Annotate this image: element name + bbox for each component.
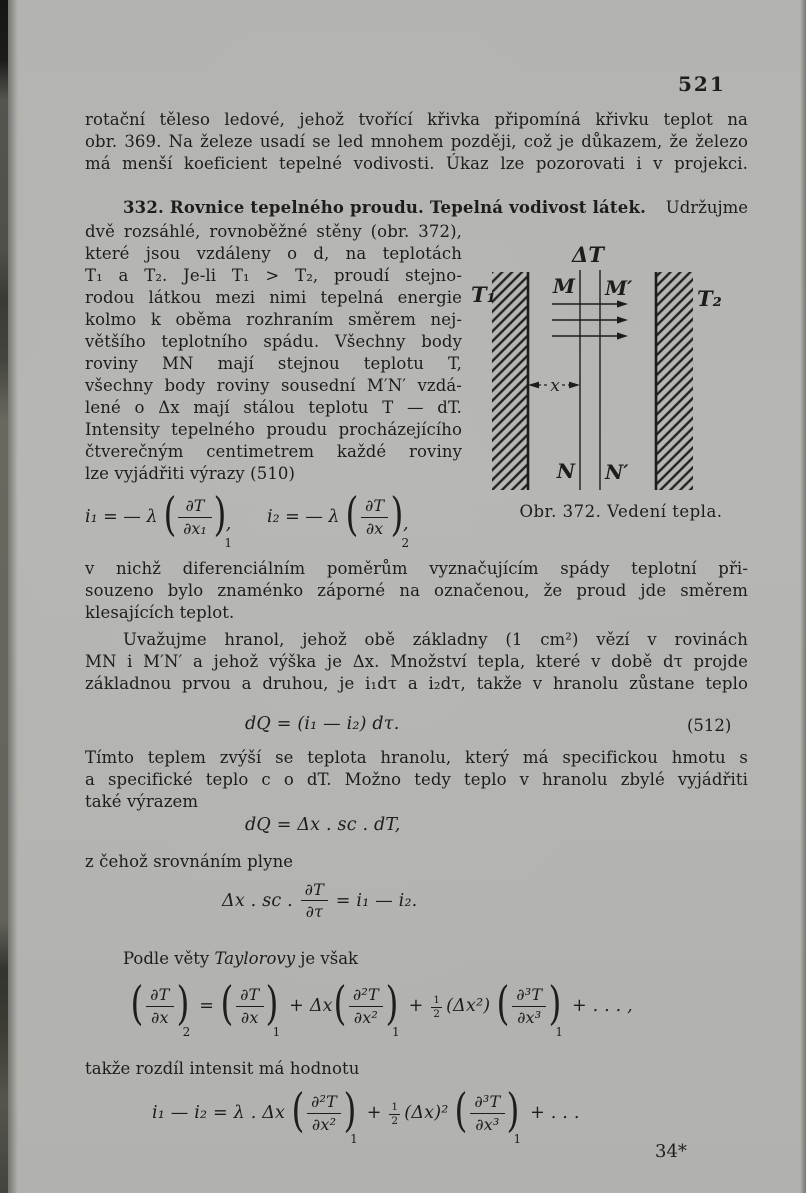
- half-denominator: 2: [391, 1114, 399, 1127]
- fraction-numerator: ∂T: [365, 496, 384, 516]
- fraction: [469, 1092, 505, 1133]
- equation-final: [152, 1083, 580, 1146]
- text-line: má menší koeficient tepelné vodivosti. Úkaz lze pozorovati i v projekci.: [85, 154, 748, 173]
- n-label: N: [556, 459, 575, 483]
- text-line: Intensity tepelného proudu procházejícího: [85, 420, 462, 439]
- text-line: lené o Δx mají stálou teplotu T — dT.: [85, 398, 462, 417]
- text-line: dvě rozsáhlé, rovnoběžné stěny (obr. 372),: [85, 222, 462, 241]
- text-line: klesajících teplot.: [85, 603, 235, 622]
- fraction-numerator: ∂T: [240, 985, 260, 1005]
- right-paren: ): [176, 976, 190, 1030]
- coefficient: (Δx²): [446, 996, 497, 1016]
- delta-t-label: ΔT: [572, 242, 604, 267]
- text-line: obr. 369. Na železe usadí se led mnohem později, což je důkazem, že železo: [85, 132, 748, 151]
- x-label: x: [550, 376, 560, 396]
- m-prime-label: M′: [605, 276, 633, 300]
- text-line: rodou látkou mezi nimi tepelná energie: [85, 288, 462, 307]
- paragraph-prism: [85, 629, 748, 695]
- equation-510-row: [85, 487, 412, 550]
- right-paren: ): [343, 1083, 357, 1137]
- paragraph-sign-convention: [85, 558, 748, 624]
- equation-i1: [85, 487, 235, 550]
- left-paren: (: [163, 487, 177, 541]
- paragraph-intro: [85, 109, 748, 175]
- fraction: [235, 985, 264, 1026]
- fraction-denominator: ∂x²: [349, 1006, 383, 1027]
- text-line: T₁ a T₂. Je-li T₁ > T₂, proudí stejno-: [85, 266, 462, 285]
- fraction: [300, 880, 329, 921]
- fraction-numerator: ∂²T: [352, 985, 379, 1005]
- right-paren: ): [548, 976, 562, 1030]
- equation-dq-sc: dQ = Δx . sc . dT,: [245, 815, 401, 835]
- fraction: [511, 985, 547, 1026]
- fraction-denominator: ∂x³: [512, 1006, 546, 1027]
- heat-flow-arrowheads: [617, 300, 628, 339]
- coefficient: Δx: [309, 996, 333, 1016]
- page-binding-shadow: [0, 0, 8, 1193]
- equation-taylor: [130, 976, 633, 1039]
- ellipsis-tail: + . . . ,: [566, 996, 633, 1016]
- fraction: [145, 985, 174, 1026]
- text-line: rotační těleso ledové, jehož tvořící křivka připomíná křivku teplot na: [85, 110, 748, 129]
- fraction-denominator: ∂x: [236, 1006, 264, 1027]
- paren-subscript: 1: [350, 1132, 359, 1146]
- paren-subscript: 1: [224, 536, 232, 550]
- plus: +: [402, 996, 430, 1016]
- text-line: většího teplotního spádu. Všechny body: [85, 332, 462, 351]
- text-line: v nichž diferenciálním poměrům vyznačujícím spády teplotní při-: [85, 559, 748, 578]
- fraction-denominator: ∂x: [361, 517, 388, 538]
- text-line: MN i M′N′ a jehož výška je Δx. Množství tepla, které v době dτ projde: [85, 652, 748, 671]
- right-paren: ): [265, 976, 280, 1030]
- paragraph-comparison: [85, 851, 748, 873]
- left-paren: (: [454, 1083, 468, 1137]
- text-line: takže rozdíl intensit má hodnotu: [85, 1059, 360, 1078]
- fraction-numerator: ∂T: [185, 496, 205, 516]
- text-run: je však: [295, 949, 359, 968]
- text-line: z čehož srovnáním plyne: [85, 852, 294, 871]
- left-paren: (: [130, 976, 144, 1030]
- t1-label: T₁: [471, 282, 496, 307]
- right-paren: ): [390, 487, 404, 541]
- one-half: [389, 1102, 400, 1126]
- m-label: M: [552, 274, 575, 298]
- plus: +: [283, 996, 310, 1016]
- one-half: [431, 995, 442, 1019]
- paragraph-taylor-intro: [123, 948, 358, 970]
- equation-balance: [222, 880, 417, 921]
- paren-subscript: 1: [513, 1132, 522, 1146]
- fraction-denominator: ∂x₁: [178, 517, 212, 538]
- text-line: čtverečným centimetrem každé roviny: [85, 442, 462, 461]
- n-prime-label: N′: [605, 460, 629, 484]
- section-heading-bold: 332. Rovnice tepelného proudu. Tepelná vodivost látek.: [123, 198, 647, 217]
- fraction-numerator: ∂T: [150, 985, 170, 1005]
- eq-lhs: i₁ = — λ: [85, 507, 164, 527]
- right-paren: ): [385, 976, 399, 1030]
- figure-heat-conduction: [460, 240, 782, 502]
- left-paren: (: [496, 976, 510, 1030]
- text-line: které jsou vzdáleny o d, na teplotách: [85, 244, 462, 263]
- right-wall: [656, 272, 693, 490]
- fraction-numerator: ∂³T: [474, 1092, 501, 1112]
- text-line: základnou prvou a druhou, je i₁dτ a i₂dτ, takže v hranolu zůstane teplo: [85, 674, 748, 693]
- figure-caption: Obr. 372. Vedení tepla.: [519, 502, 723, 521]
- text-line: také výrazem: [85, 792, 199, 811]
- t2-label: T₂: [697, 286, 722, 311]
- left-wall: [492, 272, 528, 490]
- left-paren: (: [345, 487, 359, 541]
- paren-subscript: 1: [272, 1025, 281, 1039]
- text-line: souzeno bylo znaménko záporné na označenou, že proud jde směrem: [85, 581, 748, 600]
- equation-i2: [266, 487, 412, 550]
- paren-subscript: 1: [555, 1025, 564, 1039]
- section-heading-tail: Udržujme: [665, 198, 748, 217]
- half-denominator: 2: [433, 1007, 441, 1020]
- page-binding-shadow-fade: [8, 0, 18, 1193]
- eq-lhs: i₁ — i₂ = λ . Δx: [152, 1103, 291, 1123]
- fraction: [306, 1092, 342, 1133]
- eq-lhs: i₂ = — λ: [266, 507, 346, 527]
- paren-subscript: 2: [401, 536, 410, 550]
- fraction: [348, 985, 384, 1026]
- eq-post: = i₁ — i₂.: [330, 890, 418, 911]
- paragraph-heating: [85, 747, 748, 813]
- coefficient: (Δx)²: [404, 1103, 455, 1123]
- column-text: [85, 221, 462, 485]
- text-line: Uvažujme hranol, jehož obě základny (1 cm²) vězí v rovinách: [123, 630, 748, 649]
- page-right-edge-shadow: [800, 0, 806, 1193]
- comma: ,: [225, 514, 232, 534]
- fraction-numerator: ∂²T: [311, 1092, 338, 1112]
- ellipsis-tail: + . . .: [524, 1103, 580, 1123]
- left-paren: (: [220, 976, 234, 1030]
- text-line: Tímto teplem zvýší se teplota hranolu, který má specifickou hmotu s: [85, 748, 748, 767]
- paren-subscript: 2: [182, 1025, 191, 1039]
- section-heading: [85, 197, 748, 219]
- equation-512-number: (512): [687, 716, 732, 735]
- text-line: roviny MN mají stejnou teplotu T,: [85, 354, 462, 373]
- x-dimension-arrow: [528, 376, 580, 396]
- fraction: [178, 496, 212, 537]
- left-paren: (: [291, 1083, 305, 1137]
- fraction: [360, 496, 389, 537]
- right-paren: ): [213, 487, 227, 541]
- text-line: lze vyjádřiti výrazy (510): [85, 464, 296, 483]
- text-line: všechny body roviny sousední M′N′ vzdá-: [85, 376, 462, 395]
- heat-flow-arrows: [552, 304, 620, 336]
- text-line: a specifické teplo c o dT. Možno tedy teplo v hranolu zbylé vyjádřiti: [85, 770, 748, 789]
- equals: =: [193, 996, 220, 1016]
- comma: ,: [402, 514, 409, 534]
- equation-512: dQ = (i₁ — i₂) dτ.: [245, 714, 400, 734]
- fraction-denominator: ∂x: [146, 1006, 174, 1027]
- fraction-denominator: ∂x²: [307, 1113, 341, 1134]
- left-paren: (: [333, 976, 347, 1030]
- plus: +: [361, 1103, 388, 1123]
- paren-subscript: 1: [392, 1025, 400, 1039]
- page-number: 521: [678, 72, 726, 96]
- fraction-numerator: ∂³T: [516, 985, 543, 1005]
- taylor-name: Taylorovy: [214, 949, 296, 968]
- paragraph-difference: [85, 1058, 748, 1080]
- right-paren: ): [506, 1083, 520, 1137]
- text-run: Podle věty: [123, 949, 215, 968]
- eq-pre: Δx . sc .: [222, 890, 299, 911]
- text-line: kolmo k oběma rozhraním směrem nej-: [85, 310, 462, 329]
- half-numerator: 1: [391, 1101, 399, 1113]
- signature-mark: 34*: [655, 1141, 687, 1162]
- fraction-denominator: ∂τ: [301, 900, 329, 921]
- half-numerator: 1: [433, 994, 441, 1006]
- fraction-numerator: ∂T: [304, 880, 325, 899]
- fraction-denominator: ∂x³: [470, 1113, 504, 1134]
